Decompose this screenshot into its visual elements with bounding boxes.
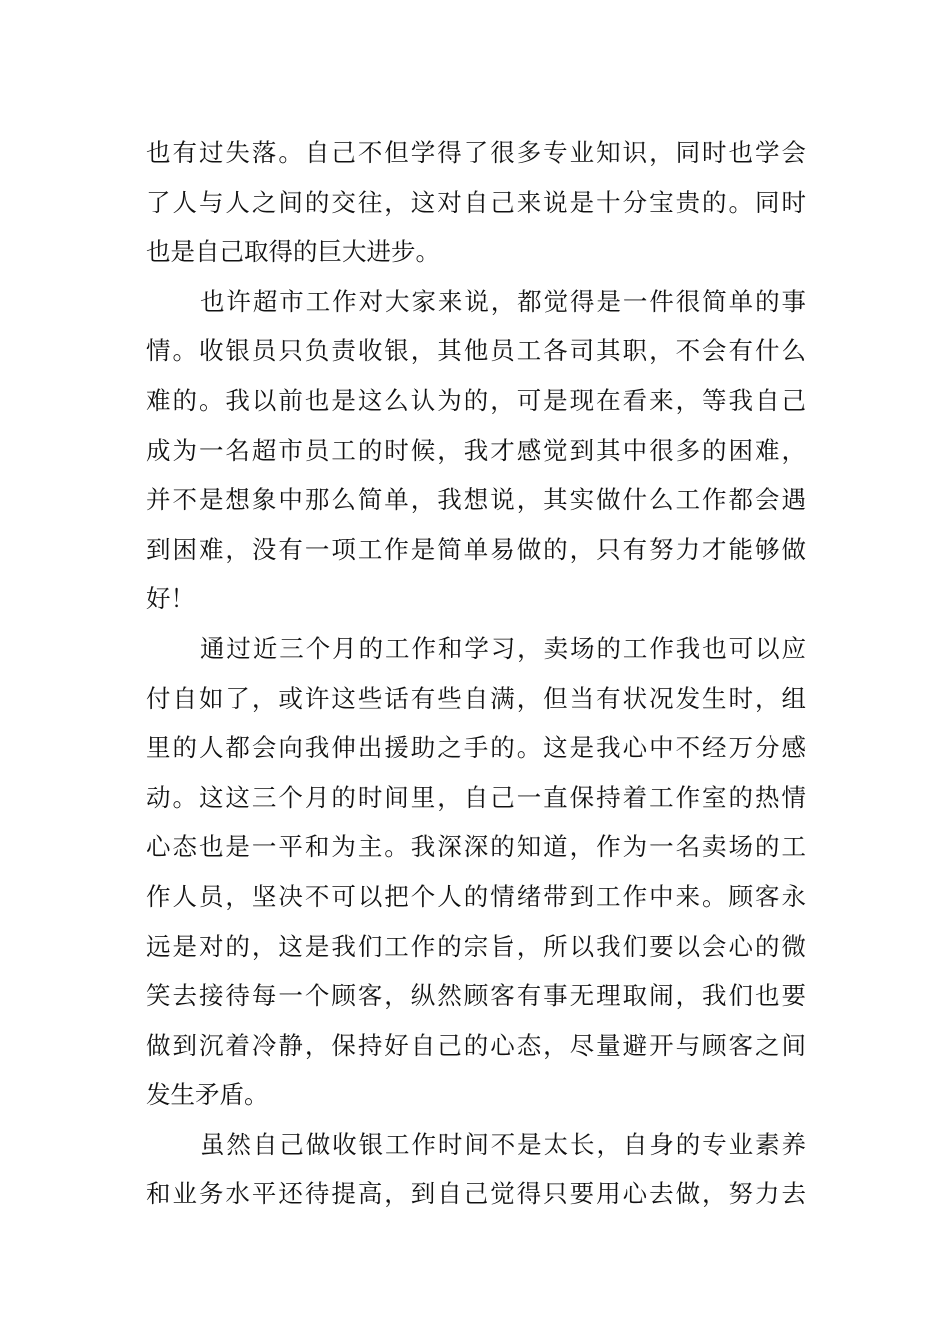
text-line: 做到沉着冷静，保持好自己的心态，尽量避开与顾客之间 <box>146 1030 806 1060</box>
text-line: 好！ <box>146 584 195 614</box>
text-line: 了人与人之间的交往，这对自己来说是十分宝贵的。同时 <box>146 187 806 217</box>
paragraph-first-line: 虽然自己做收银工作时间不是太长，自身的专业素养 <box>200 1129 806 1159</box>
text-line: 成为一名超市员工的时候，我才感觉到其中很多的困难， <box>146 435 806 465</box>
text-line: 心态也是一平和为主。我深深的知道，作为一名卖场的工 <box>146 832 806 862</box>
text-line: 里的人都会向我伸出援助之手的。这是我心中不经万分感 <box>146 733 806 763</box>
text-line: 到困难，没有一项工作是简单易做的，只有努力才能够做 <box>146 534 806 564</box>
text-line: 情。收银员只负责收银，其他员工各司其职，不会有什么 <box>146 336 806 366</box>
text-line: 和业务水平还待提高，到自己觉得只要用心去做，努力去 <box>146 1179 806 1209</box>
text-line: 作人员，坚决不可以把个人的情绪带到工作中来。顾客永 <box>146 881 806 911</box>
text-line: 笑去接待每一个顾客，纵然顾客有事无理取闹，我们也要 <box>146 981 806 1011</box>
document-body <box>146 128 806 1219</box>
text-line: 难的。我以前也是这么认为的，可是现在看来，等我自己 <box>146 385 806 415</box>
paragraph-first-line: 通过近三个月的工作和学习，卖场的工作我也可以应 <box>200 633 806 663</box>
text-line: 动。这这三个月的时间里，自己一直保持着工作室的热情 <box>146 782 806 812</box>
text-line: 并不是想象中那么简单，我想说，其实做什么工作都会遇 <box>146 485 806 515</box>
text-line: 发生矛盾。 <box>146 1080 269 1110</box>
paragraph-first-line: 也许超市工作对大家来说，都觉得是一件很简单的事 <box>200 286 806 316</box>
text-line: 也是自己取得的巨大进步。 <box>146 237 440 267</box>
text-line: 付自如了，或许这些话有些自满，但当有状况发生时，组 <box>146 683 806 713</box>
text-line: 远是对的，这是我们工作的宗旨，所以我们要以会心的微 <box>146 931 806 961</box>
text-line: 也有过失落。自己不但学得了很多专业知识，同时也学会 <box>146 138 806 167</box>
